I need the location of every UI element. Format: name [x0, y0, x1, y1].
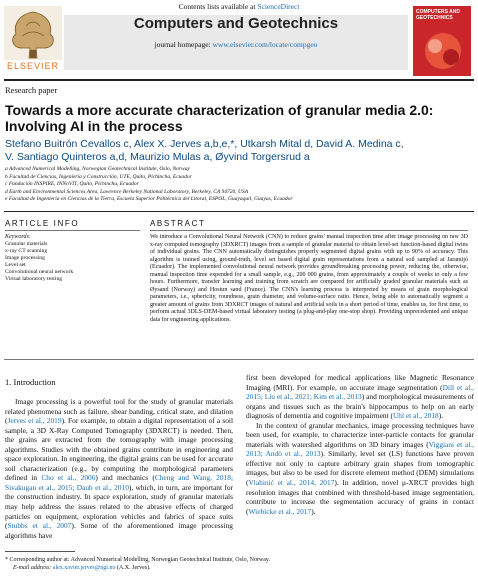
affiliation-d: d Earth and Environmental Sciences Area, Lawrence Berkeley National Laboratory, Berkeley, CA 94720, USA — [5, 188, 249, 195]
abstract-end-rule — [4, 359, 474, 360]
body-text: first been developed for medical applications like Magnetic Resonance Imaging (MRI). For example, on accurate image segmentation ( — [246, 373, 474, 392]
section-heading-introduction: 1. Introduction — [5, 377, 56, 387]
affiliations — [5, 166, 465, 204]
elsevier-tree-logo — [4, 6, 62, 68]
cover-title: COMPUTERS AND GEOTECHNICS — [416, 9, 460, 21]
citation-link[interactable]: Viggiani et al., 2013; Andò et al., 2013 — [246, 439, 474, 459]
affil-rule — [4, 211, 474, 212]
contents-line — [0, 2, 478, 11]
email-suffix: (A.X. Jerves). — [115, 565, 151, 571]
body-text: ). In addition, novel μ-XRCT provides high resolution images that combined with threshold-based image segmentation, contribute to increase the segmentation accuracy of grains in contact ( — [246, 478, 474, 516]
body-text: ). Similarly, level set (LS) functions have proven effective not only to capture arbitrary grain shapes from tomographic images, but also to be used for discrete element method (DEM) simulations ( — [246, 449, 475, 488]
contents-prefix: Contents lists available at — [178, 2, 258, 11]
abstract-heading: ABSTRACT — [150, 219, 206, 228]
citation-link[interactable]: Jerves et al., 2019 — [7, 416, 62, 426]
body-text: ). — [438, 411, 444, 421]
keyword: Convolutional neural network — [5, 269, 74, 276]
sciencedirect-link[interactable]: ScienceDirect — [257, 2, 300, 11]
article-info-heading: ARTICLE INFO — [5, 219, 80, 228]
cover-art-icon — [413, 26, 471, 76]
citation-link[interactable]: Vlahinić et al., 2014, 2017 — [248, 478, 335, 488]
authors-line-1[interactable]: Stefano Buitrón Cevallos c, Alex X. Jerves a,b,e,*, Utkarsh Mital d, David A. Medina c, — [5, 138, 404, 150]
body-column-left — [5, 397, 233, 540]
body-text: ). For example, to obtain a digital representation of a soil sample, a 3D X-Ray Computed Tomography (3DXRCT) is needed. Then, the grains are extracted from the tomography with image processing algorithms. Studies with the obtained grains contribute in engineering and space exploration. In engineering, the digital grains can be used for accurate soil characterization (e.g., by computing the morphological parameters defined in — [5, 416, 233, 483]
body-column-right — [246, 373, 474, 516]
article-type: Research paper — [5, 85, 58, 95]
footnote-line: * Corresponding author at: Advanced Numerical Modelling, Norwegian Geotechnical Institute, Oslo, Norway. — [5, 557, 271, 563]
body-text: ) and morphological measurements of organs and tissues such as the brain's hippocampus to help on an early diagnosis of dementia and cognitive impairment ( — [246, 392, 474, 421]
affiliation-b: b Facultad de Ciencias, Ingeniería y Construcción, UTE, Quito, Pichincha, Ecuador — [5, 173, 192, 180]
journal-cover-thumbnail — [413, 6, 471, 76]
keyword: Virtual laboratory testing — [5, 276, 63, 283]
authors-line-2[interactable]: V. Santiago Quinteros a,d, Maurizio Mulas a, Øyvind Torgersrud a — [5, 151, 310, 163]
citation-link[interactable]: Stubbs et al., 2007 — [7, 521, 72, 531]
paragraph — [246, 421, 474, 516]
body-text: ). — [311, 506, 316, 516]
body-text: ) and mechanics ( — [95, 473, 155, 483]
citation-link[interactable]: Cheng and Wang, 2018; Sivakugan et al., 2015; Daub et al., 2010 — [5, 473, 233, 492]
abstract-rule — [150, 230, 468, 231]
keywords-list — [5, 241, 73, 284]
keyword: Granular materials — [5, 241, 48, 247]
header-rule — [4, 79, 474, 81]
article-title: Towards a more accurate characterization of granular media 2.0: Involving AI in the process — [5, 102, 434, 134]
keyword: Level set — [5, 262, 26, 269]
body-text: In the context of granular mechanics, image processing techniques have been used, for example, to characterize inter-particle contacts for granular materials with watershed algorithms on 3D binary images ( — [246, 420, 474, 449]
publisher-wordmark: ELSEVIER — [7, 61, 60, 71]
keyword: x-ray CT scanning — [5, 248, 48, 255]
abstract-text: We introduce a Convolutional Neural Network (CNN) to reduce grains' manual inspection time after image processing on raw 3D x-ray computed tomography (3DXRCT) images from a sample of granular material to obtain level-set function-based digital twins of individual grains. The CNN automatically distinguishes properly segmented digital grains with up to 90% of accuracy. This algorithm is trained using, ground-truth, level set based digital grain representations from a natural soil sampled at Jaramijó (Ecuador). The implemented convolutional neural network provides groundbreaking processing power, reducing the, otherwise, manual inspection time expended for a small sample, e.g., 200 000 grains, from approximately a couple of weeks to only a few hours. Furthermore, transfer learning and training from scratch are compared for artificially graded granular materials such as Øysand (Norway) and Hostun sand (France). The CNN's learning process is interpreted by means of grain morphological parameters, i.e., sphericity, roundness, grain diameter, and volume-surface ratio. Hence, being able to automatically segment a greater amount of grains from 3DXRCT images of natural and artificial soils in a short period of time, enables us, for first time, to perform actual 3DLS-DEM-based virtual laboratory testing (a plug-and-play one-stop shop). Providing unprecedented and unique data for engineering applications. — [150, 234, 468, 324]
homepage-link[interactable]: www.elsevier.com/locate/compgeo — [212, 40, 318, 49]
affiliation-a: a Advanced Numerical Modelling, Norwegian Geotechnical Institute, Oslo, Norway — [5, 166, 190, 172]
citation-link[interactable]: Dill et al., 2015; Liu et al., 2021; Kim et al., 2013 — [246, 382, 474, 402]
author-list — [5, 138, 465, 164]
footnote-rule — [5, 551, 75, 552]
citation-link[interactable]: Wiebicke et al., 2017 — [248, 506, 312, 516]
email-label: E-mail address: — [13, 565, 53, 571]
citation-link[interactable]: Cho et al., 2006 — [41, 473, 96, 483]
affiliation-e: e Facultad de Ingeniería en Ciencias de la Tierra, Escuela Superior Politécnica del Litoral, ESPOL, Guayaquil, Guayas, Ecuador — [5, 196, 293, 203]
keywords-label: Keywords: — [5, 234, 31, 240]
homepage-prefix: journal homepage: — [154, 40, 213, 49]
article-info-rule — [5, 230, 140, 231]
keyword: Image processing — [5, 255, 45, 262]
citation-link[interactable]: Uhl et al., 2018 — [392, 411, 439, 421]
journal-homepage-line — [64, 40, 408, 49]
corresponding-author-footnote — [5, 556, 465, 572]
affiliation-c: c Fundación INSPIRE, INNoVIT, Quito, Pichincha, Ecuador — [5, 181, 139, 188]
journal-name: Computers and Geotechnics — [133, 15, 339, 32]
email-link[interactable]: alex.xavier.jerves@ngi.no — [52, 565, 116, 571]
body-text: ), which, in turn, are important for the construction industry. In space exploration, study of granular materials may help address the issues related to the abrasive effects of charged particles on equipment, exploration vehicles and fabrics of space suits ( — [5, 482, 234, 531]
paragraph — [246, 373, 474, 421]
email-line — [5, 564, 465, 572]
body-text: ). Some of the aforementioned image processing algorithms have — [5, 521, 233, 540]
body-text: Image processing is a powerful tool for the study of granular materials related phenomena such as failure, shear banding, critical state, and dilation ( — [5, 397, 233, 426]
